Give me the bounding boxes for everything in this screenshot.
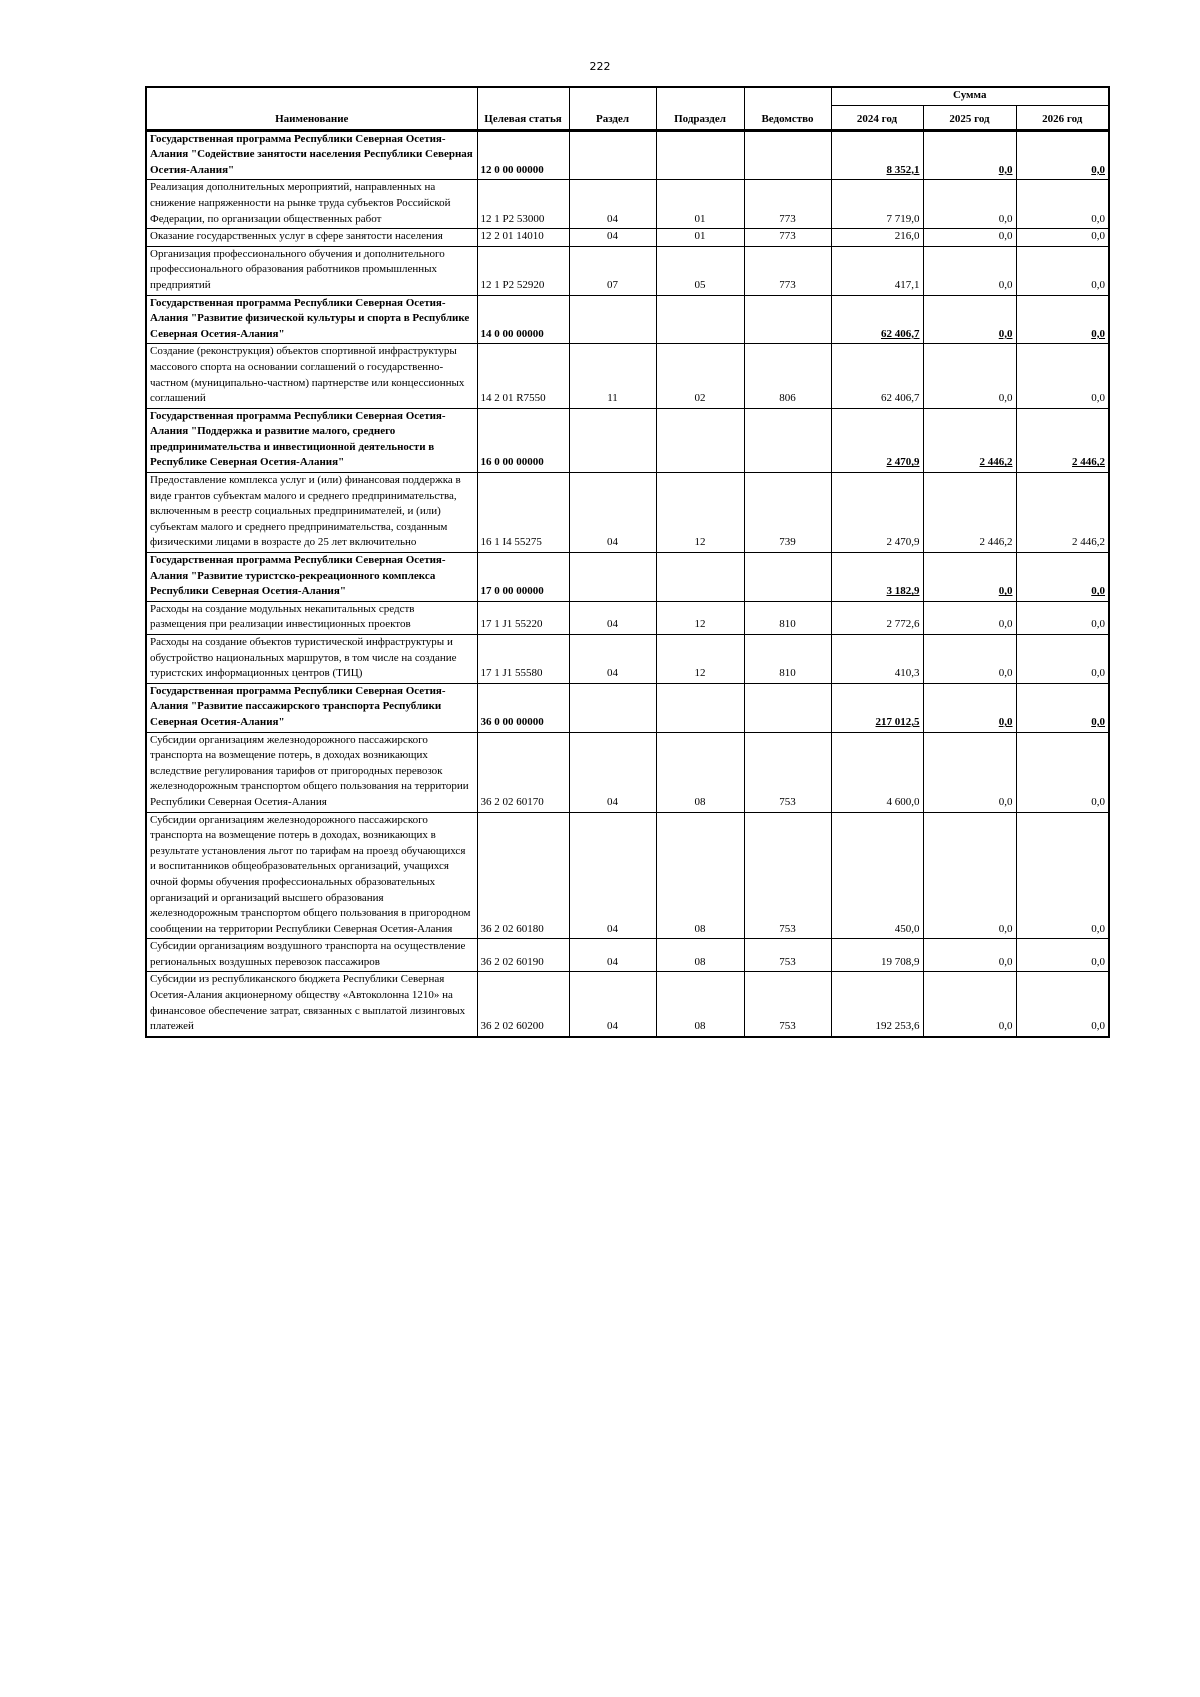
expense-row <box>146 732 1109 812</box>
row-name: Реализация дополнительных мероприятий, направленных на снижение напряженности на рынке труда субъектов Российской Федерации, по организации общественных работ <box>146 180 477 229</box>
row-sum-2025: 0,0 <box>923 229 1016 247</box>
row-name: Оказание государственных услуг в сфере занятости населения <box>146 229 477 247</box>
row-subsection: 08 <box>656 732 744 812</box>
header-name: Наименование <box>146 87 477 130</box>
row-name: Создание (реконструкция) объектов спортивной инфраструктуры массового спорта на основании соглашений о государственно-частном (муниципально-частном) партнерстве или концессионных соглашений <box>146 344 477 408</box>
row-name: Субсидии из республиканского бюджета Республики Северная Осетия-Алания акционерному обществу «Автоколонна 1210» на финансовое обеспечение затрат, связанных с выплатой лизинговых платежей <box>146 972 477 1037</box>
row-name: Субсидии организациям железнодорожного пассажирского транспорта на возмещение потерь в доходах, возникающих в результате установления льгот по тарифам на проезд обучающихся и воспитанников общеобразовательных организаций, учащихся очной формы обучения профессиональных образовательных организаций и организаций высшего образования железнодорожным транспортом общего пользования в пригородном сообщении на территории Республики Северная Осетия-Алания <box>146 812 477 939</box>
expense-row <box>146 180 1109 229</box>
row-name: Субсидии организациям железнодорожного пассажирского транспорта на возмещение потерь, в доходах возникающих вследствие регулирования тарифов от пригородных перевозок железнодорожным транспортом общего пользования на территории Республики Северная Осетия-Алания <box>146 732 477 812</box>
row-sum-2024: 8 352,1 <box>831 130 923 180</box>
row-sum-2025: 0,0 <box>923 553 1016 602</box>
row-sum-2025: 2 446,2 <box>923 408 1016 472</box>
row-sum-2026: 0,0 <box>1016 246 1109 295</box>
row-target-article: 36 0 00 00000 <box>477 683 569 732</box>
row-target-article: 36 2 02 60200 <box>477 972 569 1037</box>
row-target-article: 12 1 P2 52920 <box>477 246 569 295</box>
page-number: 222 <box>589 60 611 73</box>
row-department <box>744 295 831 344</box>
row-section: 11 <box>569 344 656 408</box>
row-name: Субсидии организациям воздушного транспорта на осуществление региональных воздушных перевозок пассажиров <box>146 939 477 972</box>
expense-row <box>146 344 1109 408</box>
row-target-article: 14 0 00 00000 <box>477 295 569 344</box>
header-target-article: Целевая статья <box>477 87 569 130</box>
row-department: 810 <box>744 635 831 684</box>
row-sum-2025: 0,0 <box>923 732 1016 812</box>
row-subsection <box>656 130 744 180</box>
row-department <box>744 553 831 602</box>
row-section <box>569 553 656 602</box>
row-section: 04 <box>569 229 656 247</box>
row-section <box>569 295 656 344</box>
row-name: Расходы на создание модульных некапитальных средств размещения при реализации инвестиционных проектов <box>146 601 477 634</box>
row-department: 753 <box>744 972 831 1037</box>
row-sum-2025: 0,0 <box>923 601 1016 634</box>
row-section <box>569 408 656 472</box>
expense-row <box>146 473 1109 553</box>
program-row <box>146 408 1109 472</box>
row-subsection <box>656 295 744 344</box>
table-body <box>146 130 1109 1037</box>
row-section: 04 <box>569 601 656 634</box>
row-sum-2025: 2 446,2 <box>923 473 1016 553</box>
row-target-article: 12 0 00 00000 <box>477 130 569 180</box>
row-sum-2026: 0,0 <box>1016 553 1109 602</box>
header-year-2024: 2024 год <box>831 105 923 130</box>
row-target-article: 12 2 01 14010 <box>477 229 569 247</box>
header-section: Раздел <box>569 87 656 130</box>
row-sum-2024: 3 182,9 <box>831 553 923 602</box>
row-department: 806 <box>744 344 831 408</box>
table-header <box>146 87 1109 130</box>
row-section: 04 <box>569 635 656 684</box>
row-section: 04 <box>569 939 656 972</box>
row-target-article: 16 1 I4 55275 <box>477 473 569 553</box>
expense-row <box>146 635 1109 684</box>
row-subsection: 01 <box>656 180 744 229</box>
row-section: 04 <box>569 972 656 1037</box>
row-sum-2026: 2 446,2 <box>1016 473 1109 553</box>
row-subsection: 12 <box>656 601 744 634</box>
row-name: Расходы на создание объектов туристической инфраструктуры и обустройство национальных маршрутов, в том числе на создание туристских информационных центров (ТИЦ) <box>146 635 477 684</box>
row-sum-2026: 0,0 <box>1016 635 1109 684</box>
row-name: Государственная программа Республики Северная Осетия-Алания "Развитие пассажирского транспорта Республики Северная Осетия-Алания" <box>146 683 477 732</box>
row-sum-2024: 2 470,9 <box>831 408 923 472</box>
row-department <box>744 408 831 472</box>
row-sum-2026: 0,0 <box>1016 812 1109 939</box>
row-sum-2024: 450,0 <box>831 812 923 939</box>
program-row <box>146 553 1109 602</box>
row-name: Государственная программа Республики Северная Осетия-Алания "Развитие физической культуры и спорта в Республике Северная Осетия-Алания" <box>146 295 477 344</box>
row-department: 773 <box>744 246 831 295</box>
expense-row <box>146 601 1109 634</box>
row-sum-2025: 0,0 <box>923 246 1016 295</box>
row-subsection <box>656 683 744 732</box>
row-sum-2024: 417,1 <box>831 246 923 295</box>
row-sum-2026: 2 446,2 <box>1016 408 1109 472</box>
row-department <box>744 683 831 732</box>
row-sum-2024: 410,3 <box>831 635 923 684</box>
row-sum-2026: 0,0 <box>1016 939 1109 972</box>
row-sum-2025: 0,0 <box>923 972 1016 1037</box>
row-subsection <box>656 408 744 472</box>
row-target-article: 36 2 02 60180 <box>477 812 569 939</box>
row-sum-2024: 217 012,5 <box>831 683 923 732</box>
row-department: 753 <box>744 732 831 812</box>
row-subsection: 02 <box>656 344 744 408</box>
row-target-article: 17 1 J1 55220 <box>477 601 569 634</box>
row-section: 07 <box>569 246 656 295</box>
header-sum: Сумма <box>831 87 1109 105</box>
row-sum-2025: 0,0 <box>923 939 1016 972</box>
row-department: 753 <box>744 812 831 939</box>
row-sum-2025: 0,0 <box>923 683 1016 732</box>
header-subsection: Подраздел <box>656 87 744 130</box>
row-sum-2026: 0,0 <box>1016 683 1109 732</box>
row-section <box>569 130 656 180</box>
row-sum-2025: 0,0 <box>923 130 1016 180</box>
row-subsection: 08 <box>656 812 744 939</box>
row-subsection <box>656 553 744 602</box>
row-sum-2025: 0,0 <box>923 812 1016 939</box>
row-sum-2026: 0,0 <box>1016 130 1109 180</box>
row-name: Государственная программа Республики Северная Осетия-Алания "Содействие занятости населения Республики Северная Осетия-Алания" <box>146 130 477 180</box>
row-subsection: 01 <box>656 229 744 247</box>
row-sum-2026: 0,0 <box>1016 972 1109 1037</box>
row-subsection: 08 <box>656 972 744 1037</box>
row-sum-2026: 0,0 <box>1016 344 1109 408</box>
row-sum-2024: 4 600,0 <box>831 732 923 812</box>
row-sum-2026: 0,0 <box>1016 732 1109 812</box>
row-target-article: 17 0 00 00000 <box>477 553 569 602</box>
row-sum-2026: 0,0 <box>1016 601 1109 634</box>
row-department: 773 <box>744 229 831 247</box>
row-sum-2025: 0,0 <box>923 180 1016 229</box>
expense-row <box>146 812 1109 939</box>
row-department: 810 <box>744 601 831 634</box>
row-name: Предоставление комплекса услуг и (или) финансовая поддержка в виде грантов субъектам малого и среднего предпринимательства, включенным в реестр социальных предпринимателей, и (или) субъектам малого и среднего предпринимательства, созданным физическими лицами в возрасте до 25 лет включительно <box>146 473 477 553</box>
row-sum-2024: 216,0 <box>831 229 923 247</box>
row-sum-2026: 0,0 <box>1016 229 1109 247</box>
row-sum-2025: 0,0 <box>923 344 1016 408</box>
expense-row <box>146 246 1109 295</box>
row-subsection: 12 <box>656 635 744 684</box>
header-department: Ведомство <box>744 87 831 130</box>
row-section: 04 <box>569 812 656 939</box>
expense-row <box>146 229 1109 247</box>
row-target-article: 16 0 00 00000 <box>477 408 569 472</box>
row-target-article: 12 1 P2 53000 <box>477 180 569 229</box>
row-name: Государственная программа Республики Северная Осетия-Алания "Развитие туристско-рекреационного комплекса Республики Северная Осетия-Алания" <box>146 553 477 602</box>
budget-table <box>145 86 1110 1038</box>
row-sum-2024: 19 708,9 <box>831 939 923 972</box>
row-sum-2024: 7 719,0 <box>831 180 923 229</box>
row-sum-2025: 0,0 <box>923 635 1016 684</box>
row-sum-2024: 62 406,7 <box>831 295 923 344</box>
row-target-article: 36 2 02 60190 <box>477 939 569 972</box>
row-target-article: 17 1 J1 55580 <box>477 635 569 684</box>
row-sum-2024: 2 772,6 <box>831 601 923 634</box>
row-name: Государственная программа Республики Северная Осетия-Алания "Поддержка и развитие малого, среднего предпринимательства и инвестиционной деятельности в Республике Северная Осетия-Алания" <box>146 408 477 472</box>
row-sum-2024: 192 253,6 <box>831 972 923 1037</box>
program-row <box>146 295 1109 344</box>
expense-row <box>146 972 1109 1037</box>
row-section: 04 <box>569 180 656 229</box>
row-subsection: 05 <box>656 246 744 295</box>
row-section: 04 <box>569 732 656 812</box>
header-year-2025: 2025 год <box>923 105 1016 130</box>
row-department: 773 <box>744 180 831 229</box>
row-name: Организация профессионального обучения и дополнительного профессионального образования работников промышленных предприятий <box>146 246 477 295</box>
row-sum-2026: 0,0 <box>1016 295 1109 344</box>
row-department: 739 <box>744 473 831 553</box>
program-row <box>146 683 1109 732</box>
expense-row <box>146 939 1109 972</box>
row-subsection: 12 <box>656 473 744 553</box>
row-sum-2025: 0,0 <box>923 295 1016 344</box>
row-section: 04 <box>569 473 656 553</box>
row-subsection: 08 <box>656 939 744 972</box>
header-year-2026: 2026 год <box>1016 105 1109 130</box>
row-department <box>744 130 831 180</box>
row-department: 753 <box>744 939 831 972</box>
row-target-article: 14 2 01 R7550 <box>477 344 569 408</box>
row-sum-2024: 62 406,7 <box>831 344 923 408</box>
row-section <box>569 683 656 732</box>
program-row <box>146 130 1109 180</box>
row-sum-2024: 2 470,9 <box>831 473 923 553</box>
row-sum-2026: 0,0 <box>1016 180 1109 229</box>
row-target-article: 36 2 02 60170 <box>477 732 569 812</box>
